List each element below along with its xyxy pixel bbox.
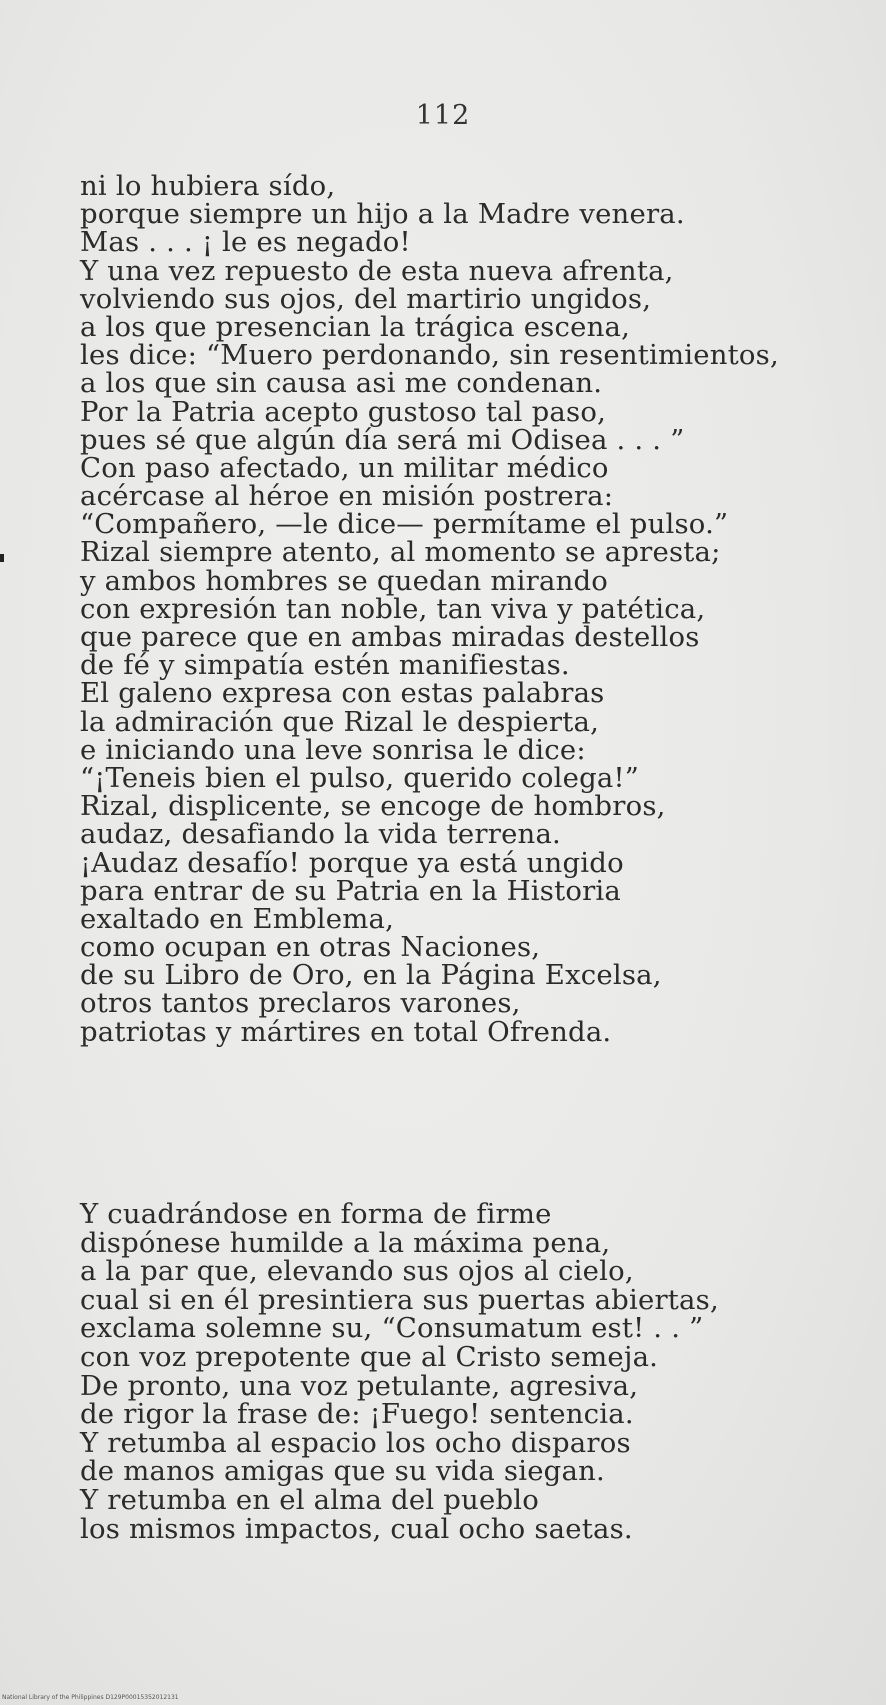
poem-line: exaltado en Emblema,: [80, 902, 395, 935]
poem-line: volviendo sus ojos, del martirio ungidos,: [80, 282, 652, 315]
poem-stanza-2: [80, 1200, 719, 1543]
poem-line: De pronto, una voz petulante, agresiva,: [80, 1369, 639, 1402]
poem-line: cual si en él presintiera sus puertas abiertas,: [80, 1283, 719, 1316]
poem-line: “Compañero, —le dice— permítame el pulso.”: [80, 508, 729, 541]
margin-mark: [0, 554, 4, 562]
poem-line: ¡Audaz desafío! porque ya está ungido: [80, 846, 624, 879]
poem-line: “¡Teneis bien el pulso, querido colega!”: [80, 761, 639, 794]
poem-line: y ambos hombres se quedan mirando: [80, 564, 609, 597]
library-footer: National Library of the Philippines D129P00015352012131: [2, 1694, 179, 1701]
poem-line: Rizal, displicente, se encoge de hombros,: [80, 790, 666, 823]
poem-line: Rizal siempre atento, al momento se apresta;: [80, 536, 721, 569]
poem-line: Y retumba al espacio los ocho disparos: [80, 1426, 631, 1459]
poem-line: que parece que en ambas miradas destellos: [80, 621, 700, 653]
poem-line: la admiración que Rizal le despierta,: [80, 705, 600, 738]
poem-line: Por la Patria acepto gustoso tal paso,: [80, 395, 607, 428]
poem-line: pues sé que algún día será mi Odisea . . . ”: [80, 423, 685, 456]
poem-line: otros tantos preclaros varones,: [80, 987, 521, 1020]
poem-line: Y una vez repuesto de esta nueva afrenta,: [80, 254, 674, 287]
poem-line: exclama solemne su, “Consumatum est! . . ”: [80, 1312, 704, 1345]
poem-line: a los que presencian la trágica escena,: [80, 310, 631, 343]
poem-line: ni lo hubiera sído,: [80, 170, 336, 202]
poem-line: Y retumba en el alma del pueblo: [80, 1483, 539, 1516]
poem-line: El galeno expresa con estas palabras: [80, 677, 605, 710]
poem-line: Mas . . . ¡ le es negado!: [80, 226, 411, 259]
poem-line: de manos amigas que su vida siegan.: [80, 1455, 605, 1488]
poem-line: con voz prepotente que al Cristo semeja.: [80, 1340, 659, 1373]
poem-line: Y cuadrándose en forma de firme: [80, 1198, 552, 1230]
poem-line: les dice: “Muero perdonando, sin resentimientos,: [80, 339, 779, 372]
poem-line: patriotas y mártires en total Ofrenda.: [80, 1015, 612, 1048]
poem-line: como ocupan en otras Naciones,: [80, 931, 541, 964]
poem-line: porque siempre un hijo a la Madre venera.: [80, 198, 685, 231]
poem-line: de fé y simpatía estén manifiestas.: [80, 649, 570, 682]
poem-line: acércase al héroe en misión postrera:: [80, 480, 614, 513]
poem-line: audaz, desafiando la vida terrena.: [80, 818, 561, 851]
poem-line: los mismos impactos, cual ocho saetas.: [80, 1512, 633, 1545]
poem-line: de su Libro de Oro, en la Página Excelsa,: [80, 959, 662, 992]
poem-line: con expresión tan noble, tan viva y patética,: [80, 592, 706, 625]
poem-line: dispónese humilde a la máxima pena,: [80, 1226, 611, 1259]
poem-line: a la par que, elevando sus ojos al cielo,: [80, 1255, 634, 1288]
poem-line: Con paso afectado, un militar médico: [80, 451, 609, 484]
poem-line: para entrar de su Patria en la Historia: [80, 874, 622, 907]
poem-line: a los que sin causa asi me condenan.: [80, 367, 603, 400]
poem-line: e iniciando una leve sonrisa le dice:: [80, 733, 586, 766]
page-number: 112: [415, 100, 471, 131]
poem-line: de rigor la frase de: ¡Fuego! sentencia.: [80, 1398, 634, 1431]
poem-stanza-1: [80, 172, 779, 1046]
